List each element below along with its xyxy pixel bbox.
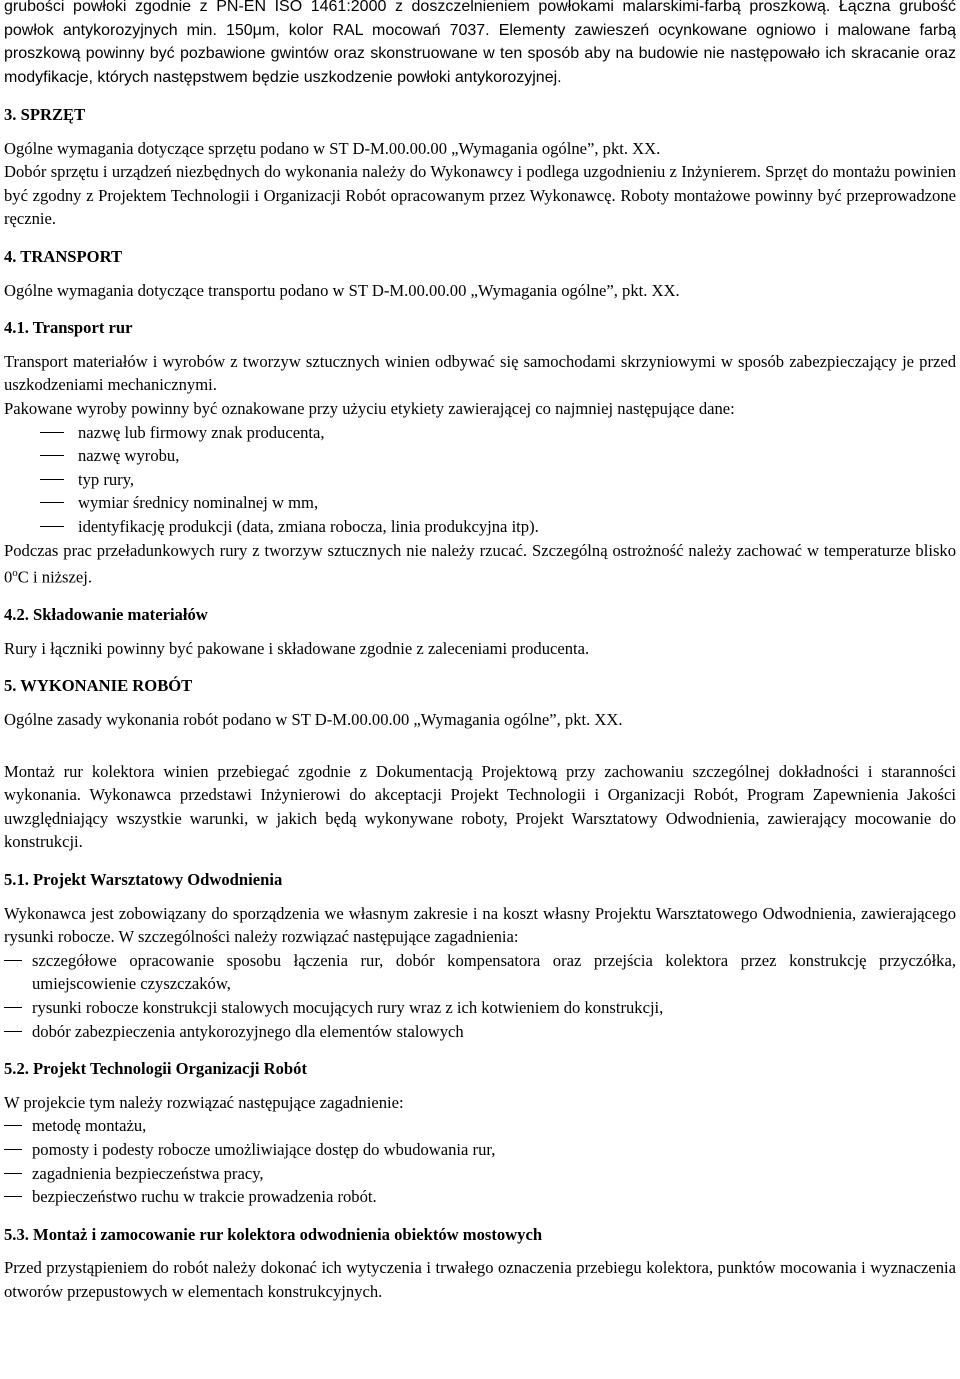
list-item: zagadnienia bezpieczeństwa pracy, [4, 1162, 956, 1186]
list-item: pomosty i podesty robocze umożliwiające dostęp do wbudowania rur, [4, 1138, 956, 1162]
technology-project-list [4, 1114, 956, 1208]
degree-sup: o [12, 567, 18, 580]
section-5-1-para-1: Wykonawca jest zobowiązany do sporządzenia we własnym zakresie i na koszt własny Projektu Warsztatowego Odwodnienia, zawierającego rysunki robocze. W szczególności należy rozwiązać następujące zagadnienia: [4, 903, 956, 947]
section-4-1-heading: 4.1. Transport rur [4, 318, 133, 338]
section-5-2-heading: 5.2. Projekt Technologii Organizacji Robót [4, 1059, 307, 1079]
section-5-1-heading: 5.1. Projekt Warsztatowy Odwodnienia [4, 869, 283, 889]
list-item: typ rury, [4, 468, 956, 492]
list-item: metodę montażu, [4, 1114, 956, 1138]
list-item: szczegółowe opracowanie sposobu łączenia rur, dobór kompensatora oraz przejścia kolektora przez konstrukcję przyczółka, umiejscowienie czyszczaków, [4, 949, 956, 996]
list-item: nazwę wyrobu, [4, 444, 956, 468]
list-item: nazwę lub firmowy znak producenta, [4, 421, 956, 445]
section-3-heading: 3. SPRZĘT [4, 105, 86, 124]
section-5-2-para-1: W projekcie tym należy rozwiązać następujące zagadnienie: [4, 1092, 404, 1112]
workshop-project-list [4, 949, 956, 1043]
section-5-3-heading: 5.3. Montaż i zamocowanie rur kolektora odwodnienia obiektów mostowych [4, 1224, 543, 1244]
section-4-2-para-1: Rury i łączniki powinny być pakowane i składowane zgodnie z zaleceniami producenta. [4, 638, 590, 658]
section-5-para-2: Montaż rur kolektora winien przebiegać zgodnie z Dokumentacją Projektową przy zachowaniu szczególnej dokładności i staranności wykonania. Wykonawca przedstawi Inżynierowi do akceptacji Projekt Technologii i Organizacji Robót, Program Zapewnienia Jakości uwzględniający wszystkie warunki, w jakich będą wykonywane roboty, Projekt Warsztatowy Odwodnienia, zawierający mocowanie do konstrukcji. [4, 761, 956, 852]
list-item: wymiar średnicy nominalnej w mm, [4, 491, 956, 515]
temperature-text-a: Podczas prac przeładunkowych rury z tworzyw sztucznych nie należy rzucać. Szczególną ostrożność należy zachować w temperaturze blisko 0 [4, 540, 956, 587]
section-4-para-1: Ogólne wymagania dotyczące transportu podano w ST D-M.00.00.00 „Wymagania ogólne”, pkt. XX. [4, 280, 680, 300]
section-4-1-para-3 [4, 539, 956, 590]
section-4-2-heading: 4.2. Składowanie materiałów [4, 605, 208, 625]
list-item: dobór zabezpieczenia antykorozyjnego dla elementów stalowych [4, 1020, 956, 1044]
section-3-para-2: Dobór sprzętu i urządzeń niezbędnych do wykonania należy do Wykonawcy i podlega uzgodnieniu z Inżynierem. Sprzęt do montażu powinien być zgodny z Projektem Technologii i Organizacji Robót opracowanym przez Wykonawcę. Roboty montażowe powinny być przeprowadzone ręcznie. [4, 162, 956, 229]
section-3-para-1: Ogólne wymagania dotyczące sprzętu podano w ST D-M.00.00.00 „Wymagania ogólne”, pkt. XX. [4, 138, 661, 158]
section-5-3-para-1: Przed przystąpieniem do robót należy dokonać ich wytyczenia i trwałego oznaczenia przebiegu kolektora, punktów mocowania i wyznaczenia otworów przepustowych w elementach konstrukcyjnych. [4, 1258, 956, 1301]
section-4-1-para-2: Pakowane wyroby powinny być oznakowane przy użyciu etykiety zawierającej co najmniej następujące dane: [4, 398, 735, 418]
section-5-para-1: Ogólne zasady wykonania robót podano w ST D-M.00.00.00 „Wymagania ogólne”, pkt. XX. [4, 710, 623, 729]
list-item: rysunki robocze konstrukcji stalowych mocujących rury wraz z ich kotwieniem do konstrukcji, [4, 996, 956, 1020]
intro-paragraph: grubości powłoki zgodnie z PN-EN ISO 1461:2000 z doszczelnieniem powłokami malarskimi-farbą proszkową. Łączna grubość powłok antykorozyjnych min. 150μm, kolor RAL mocowań 7037. Elementy zawieszeń ocynkowane ogniowo i malowane farbą proszkową powinny być pozbawione gwintów oraz skonstruowane w ten sposób aby na budowie nie następowało ich skracanie oraz modyfikacje, których następstwem będzie uszkodzenie powłoki antykorozyjnej. [4, 0, 956, 86]
section-4-heading: 4. TRANSPORT [4, 246, 123, 266]
list-item: identyfikację produkcji (data, zmiana robocza, linia produkcyjna itp). [4, 515, 956, 539]
section-4-1-para-1: Transport materiałów i wyrobów z tworzyw sztucznych winien odbywać się samochodami skrzyniowymi w sposób zabezpieczający je przed uszkodzeniami mechanicznymi. [4, 351, 956, 395]
temperature-text-b: C i niższej. [17, 567, 92, 587]
list-item: bezpieczeństwo ruchu w trakcie prowadzenia robót. [4, 1185, 956, 1209]
section-5-heading: 5. WYKONANIE ROBÓT [4, 676, 193, 696]
label-data-list [4, 421, 956, 539]
